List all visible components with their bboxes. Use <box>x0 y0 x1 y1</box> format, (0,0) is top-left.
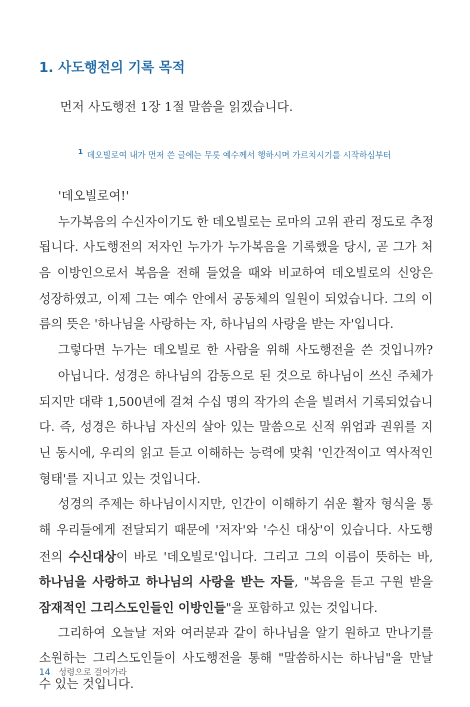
verse-number: 1 <box>78 148 83 156</box>
text-line: 음 이방인으로서 복음을 전해 들었을 때와 비교하여 데오빌로의 신앙은 <box>39 266 433 281</box>
text-line: 성경의 주제는 하나님이시지만, 인간이 이해하기 쉬운 활자 형식을 통 <box>58 497 433 512</box>
page-number: 14 <box>39 668 51 678</box>
verse-text: 데오빌로여 내가 먼저 쓴 글에는 무릇 예수께서 행하시며 가르치시기를 시작하심부터 <box>86 149 392 160</box>
text-line: 아닙니다. 성경은 하나님의 감동으로 된 것으로 하나님이 쓰신 주체가 <box>58 368 433 383</box>
text-line: 름의 뜻은 '하나님을 사랑하는 자, 하나님의 사랑을 받는 자'입니다. <box>39 317 394 332</box>
text-line: '데오빌로여!' <box>58 189 130 203</box>
emphasis-text: 잠재적인 그리스도인들인 이방인들 <box>39 600 226 615</box>
intro-paragraph: 먼저 사도행전 1장 1절 말씀을 읽겠습니다. <box>60 99 293 114</box>
text-line: 소원하는 그리스도인들이 사도행전을 통해 "말씀하시는 하나님"을 만날 <box>39 651 433 666</box>
text-line: 형태'를 지니고 있는 것입니다. <box>39 471 201 486</box>
text-run: 이 바로 '데오빌로'입니다. 그리고 그의 이름이 뜻하는 바, <box>116 549 433 564</box>
text-line <box>39 569 433 595</box>
section-heading: 1. 사도행전의 기록 목적 <box>39 60 185 76</box>
text-run: 전의 <box>39 549 69 564</box>
book-title: 성령으로 걸어가라 <box>58 668 127 678</box>
text-run: "을 포함하고 있는 것입니다. <box>225 601 378 615</box>
text-line: 되지만 대략 1,500년에 걸쳐 수십 명의 작가의 손을 빌려서 기록되었습니 <box>39 394 433 409</box>
scripture-verse <box>78 148 391 161</box>
text-line: 그렇다면 누가는 데오빌로 한 사람을 위해 사도행전을 쓴 것입니까? <box>58 343 433 358</box>
emphasis-text: 하나님을 사랑하고 하나님의 사랑을 받는 자들 <box>39 574 295 590</box>
text-line: 그리하여 오늘날 저와 여러분과 같이 하나님을 알기 원하고 만나기를 <box>58 625 433 640</box>
text-line <box>39 595 433 621</box>
text-line: 닌 동시에, 우리의 읽고 듣고 이해하는 능력에 맞춰 '인간적이고 역사적인 <box>39 445 433 460</box>
body-text <box>39 184 433 698</box>
text-line: 성장하였고, 이제 그는 예수 안에서 공동체의 일원이 되었습니다. 그의 이 <box>39 291 433 306</box>
text-line: 해 우리들에게 전달되기 때문에 '저자'와 '수신 대상'이 있습니다. 사도행 <box>39 522 433 537</box>
text-run: , "복음을 듣고 구원 받을 <box>294 575 433 590</box>
text-line: 누가복음의 수신자이기도 한 데오빌로는 로마의 고위 관리 정도로 추정 <box>58 214 434 229</box>
page-footer <box>39 666 127 678</box>
text-line: 다. 즉, 성경은 하나님 자신의 살아 있는 말씀으로 신적 위엄과 권위를 지 <box>39 420 433 435</box>
text-line <box>39 544 433 570</box>
text-line: 됩니다. 사도행전의 저자인 누가가 누가복음을 기록했을 당시, 곧 그가 처 <box>39 240 433 255</box>
emphasis-text: 수신대상 <box>68 548 117 564</box>
text-line: 수 있는 것입니다. <box>39 677 134 692</box>
